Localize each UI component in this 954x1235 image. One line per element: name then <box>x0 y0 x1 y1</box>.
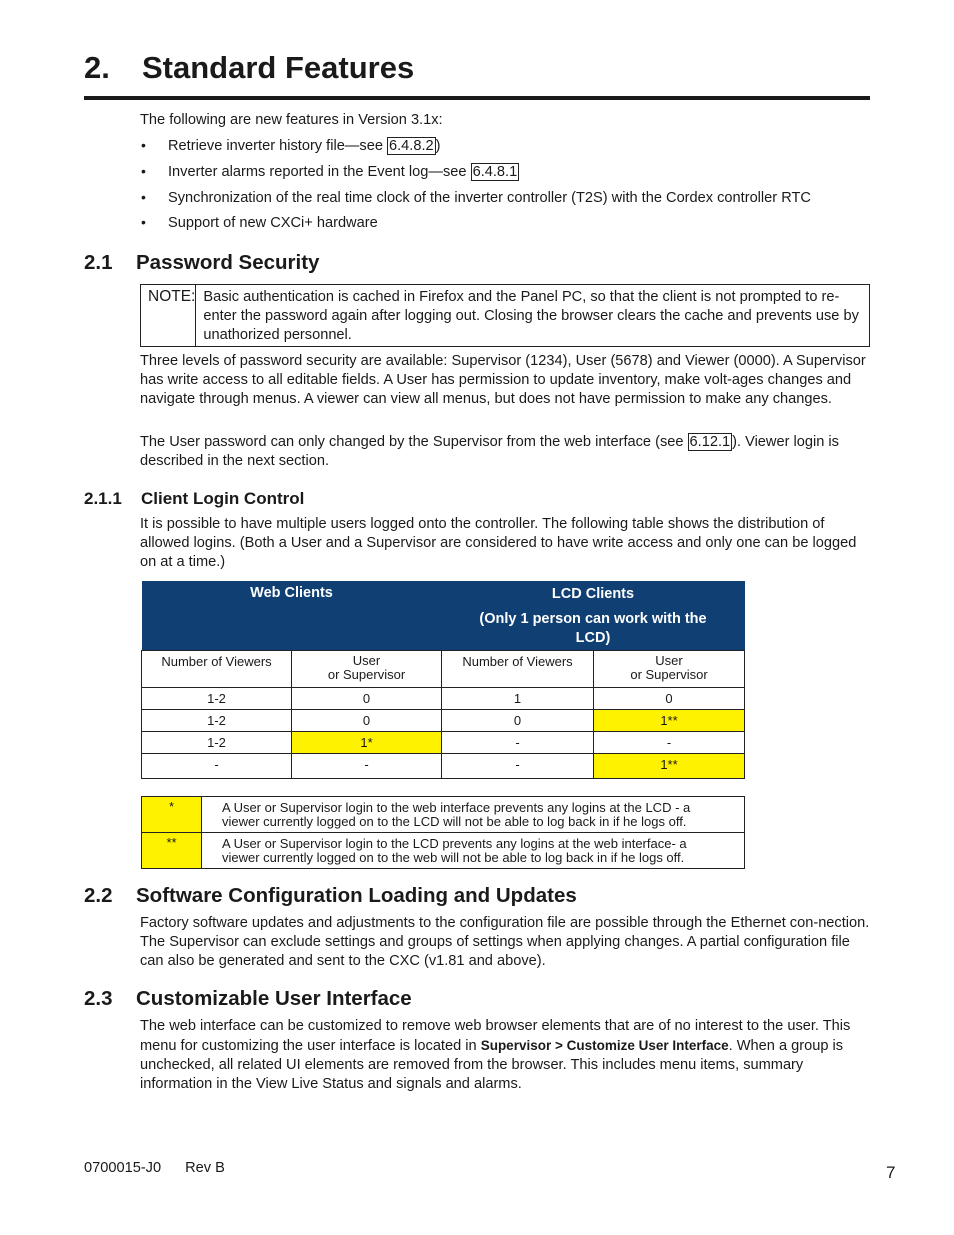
footnote-mark: ** <box>142 833 202 869</box>
footnote-row <box>142 833 745 869</box>
table-cell-highlighted: 1* <box>292 731 442 753</box>
footnote-line: A User or Supervisor login to the LCD prevents any logins at the web interface- a <box>222 836 687 851</box>
table-cell: 1-2 <box>142 709 292 731</box>
footnote-line: A User or Supervisor login to the web interface prevents any logins at the LCD - a <box>222 800 691 815</box>
heading-rule <box>84 96 870 100</box>
lcd-clients-title: LCD Clients <box>551 586 635 602</box>
table-cell: 1-2 <box>142 731 292 753</box>
note-box <box>140 284 870 347</box>
web-clients-header: Web Clients <box>142 581 442 650</box>
section-title: Password Security <box>136 251 320 274</box>
table-column-header-row <box>142 650 745 687</box>
paragraph-text: ). Viewer login is described in the next section. <box>140 434 839 469</box>
client-login-paragraph: It is possible to have multiple users logged onto the controller. The following table shows the distribution of allowed logins. (Both a User and a Supervisor are considered to have write access and only one can be logged on at a time.) <box>140 516 857 570</box>
list-item-suffix: ) <box>435 138 441 154</box>
paragraph-text: The User password can only changed by the Supervisor from the web interface (see <box>140 434 688 450</box>
section-number: 2.3 <box>84 987 113 1010</box>
col-header-line: User <box>352 652 381 668</box>
footnote-line: viewer currently logged on to the web will not be able to log back in if he logs off. <box>222 850 685 865</box>
footnote-line: viewer currently logged on to the LCD will not be able to log back in if he logs off. <box>222 814 687 829</box>
col-header-line: or Supervisor <box>327 666 406 682</box>
col-header-web-user <box>292 650 442 687</box>
table-cell: 1-2 <box>142 687 292 709</box>
section-number: 2.1.1 <box>84 489 122 508</box>
section-2-1-heading <box>84 251 319 275</box>
software-config-paragraph: Factory software updates and adjustments to the configuration file are possible through the Ethernet con-nection. The Supervisor can exclude settings and groups of settings when applying changes. A partial configuration file can also be generated and sent to the CXC (v1.81 and above). <box>140 915 870 969</box>
table-header-row <box>142 581 745 650</box>
link-6-12-1[interactable]: 6.12.1 <box>689 434 731 450</box>
login-distribution-table <box>141 581 745 779</box>
revision: Rev B <box>185 1160 225 1176</box>
table-cell: 1 <box>442 687 594 709</box>
link-6-4-8-1[interactable]: 6.4.8.1 <box>472 164 518 180</box>
list-item-text: Retrieve inverter history file—see <box>168 138 387 154</box>
table-cell: - <box>594 731 745 753</box>
section-number: 2.2 <box>84 884 113 907</box>
bullet-marker: • <box>141 163 146 179</box>
list-item: Support of new CXCi+ hardware <box>168 215 378 231</box>
intro-text: The following are new features in Version 3.1x: <box>140 112 443 128</box>
bullet-marker: • <box>141 189 146 205</box>
section-2-3-heading <box>84 987 412 1011</box>
footnote-text <box>202 797 745 833</box>
section-2-1-1-heading <box>84 489 304 509</box>
section-2-2-heading <box>84 884 577 908</box>
table-cell: - <box>442 753 594 778</box>
footnote-text <box>202 833 745 869</box>
table-cell-highlighted: 1** <box>594 753 745 778</box>
chapter-title: Standard Features <box>142 50 415 85</box>
table-cell: - <box>442 731 594 753</box>
col-header-line: User <box>655 652 683 668</box>
table-cell: - <box>292 753 442 778</box>
bullet-marker: • <box>141 214 146 230</box>
document-number: 0700015-J0 <box>84 1160 162 1176</box>
table-cell: 0 <box>442 709 594 731</box>
menu-path: Supervisor > Customize User Interface <box>480 1038 729 1053</box>
chapter-number: 2. <box>84 50 110 85</box>
list-item <box>168 137 441 156</box>
list-item-text: Inverter alarms reported in the Event log—see <box>168 164 471 180</box>
link-6-4-8-2[interactable]: 6.4.8.2 <box>389 138 434 154</box>
paragraph-text: The web interface can be customized to remove web browser elements that are of no interest to the user. This menu for customizing the user interface is located in <box>140 1018 851 1054</box>
table-row <box>142 731 745 753</box>
table-cell-highlighted: 1** <box>594 709 745 731</box>
lcd-clients-subtitle: (Only 1 person can work with the LCD) <box>479 611 707 646</box>
table-cell: - <box>142 753 292 778</box>
bullet-marker: • <box>141 137 146 153</box>
table-cell: 0 <box>594 687 745 709</box>
col-header-lcd-user <box>594 650 745 687</box>
note-text: Basic authentication is cached in Firefox and the Panel PC, so that the client is not prompted to re-enter the password again after logging out. Closing the browser clears the cache and prevents use by unathorized personnel. <box>203 289 859 343</box>
table-row <box>142 709 745 731</box>
col-header-web-viewers: Number of Viewers <box>142 650 292 687</box>
footer-doc-info <box>84 1160 225 1176</box>
table-row <box>142 687 745 709</box>
footnote-table <box>141 796 745 869</box>
lcd-clients-header <box>442 581 745 650</box>
footnote-mark: * <box>142 797 202 833</box>
footnote-row <box>142 797 745 833</box>
section-title: Client Login Control <box>141 489 305 508</box>
col-header-line: or Supervisor <box>630 666 708 682</box>
list-item <box>168 163 519 182</box>
table-cell: 0 <box>292 687 442 709</box>
page-number: 7 <box>886 1163 896 1182</box>
col-header-lcd-viewers: Number of Viewers <box>442 650 594 687</box>
paragraph-text: . When a group is unchecked, all related UI elements are removed from the browser. This includes menu items, summary information in the View Live Status and signals and alarms. <box>140 1038 844 1092</box>
section-title: Customizable User Interface <box>136 987 412 1010</box>
customizable-ui-paragraph <box>140 1017 870 1094</box>
section-title: Software Configuration Loading and Updates <box>136 884 577 907</box>
chapter-heading <box>84 50 414 86</box>
password-levels-paragraph: Three levels of password security are available: Supervisor (1234), User (5678) and Viewer (0000). A Supervisor has write access to all editable fields. A User has permission to update inventory, make volt-ages changes and navigate through menus. A viewer can view all menus, but does not have permission to make any changes. <box>140 353 866 407</box>
table-cell: 0 <box>292 709 442 731</box>
table-row <box>142 753 745 778</box>
note-label: NOTE: <box>141 285 196 346</box>
list-item: Synchronization of the real time clock of the inverter controller (T2S) with the Cordex controller RTC <box>168 190 811 206</box>
section-number: 2.1 <box>84 251 113 274</box>
user-password-paragraph <box>140 433 870 471</box>
